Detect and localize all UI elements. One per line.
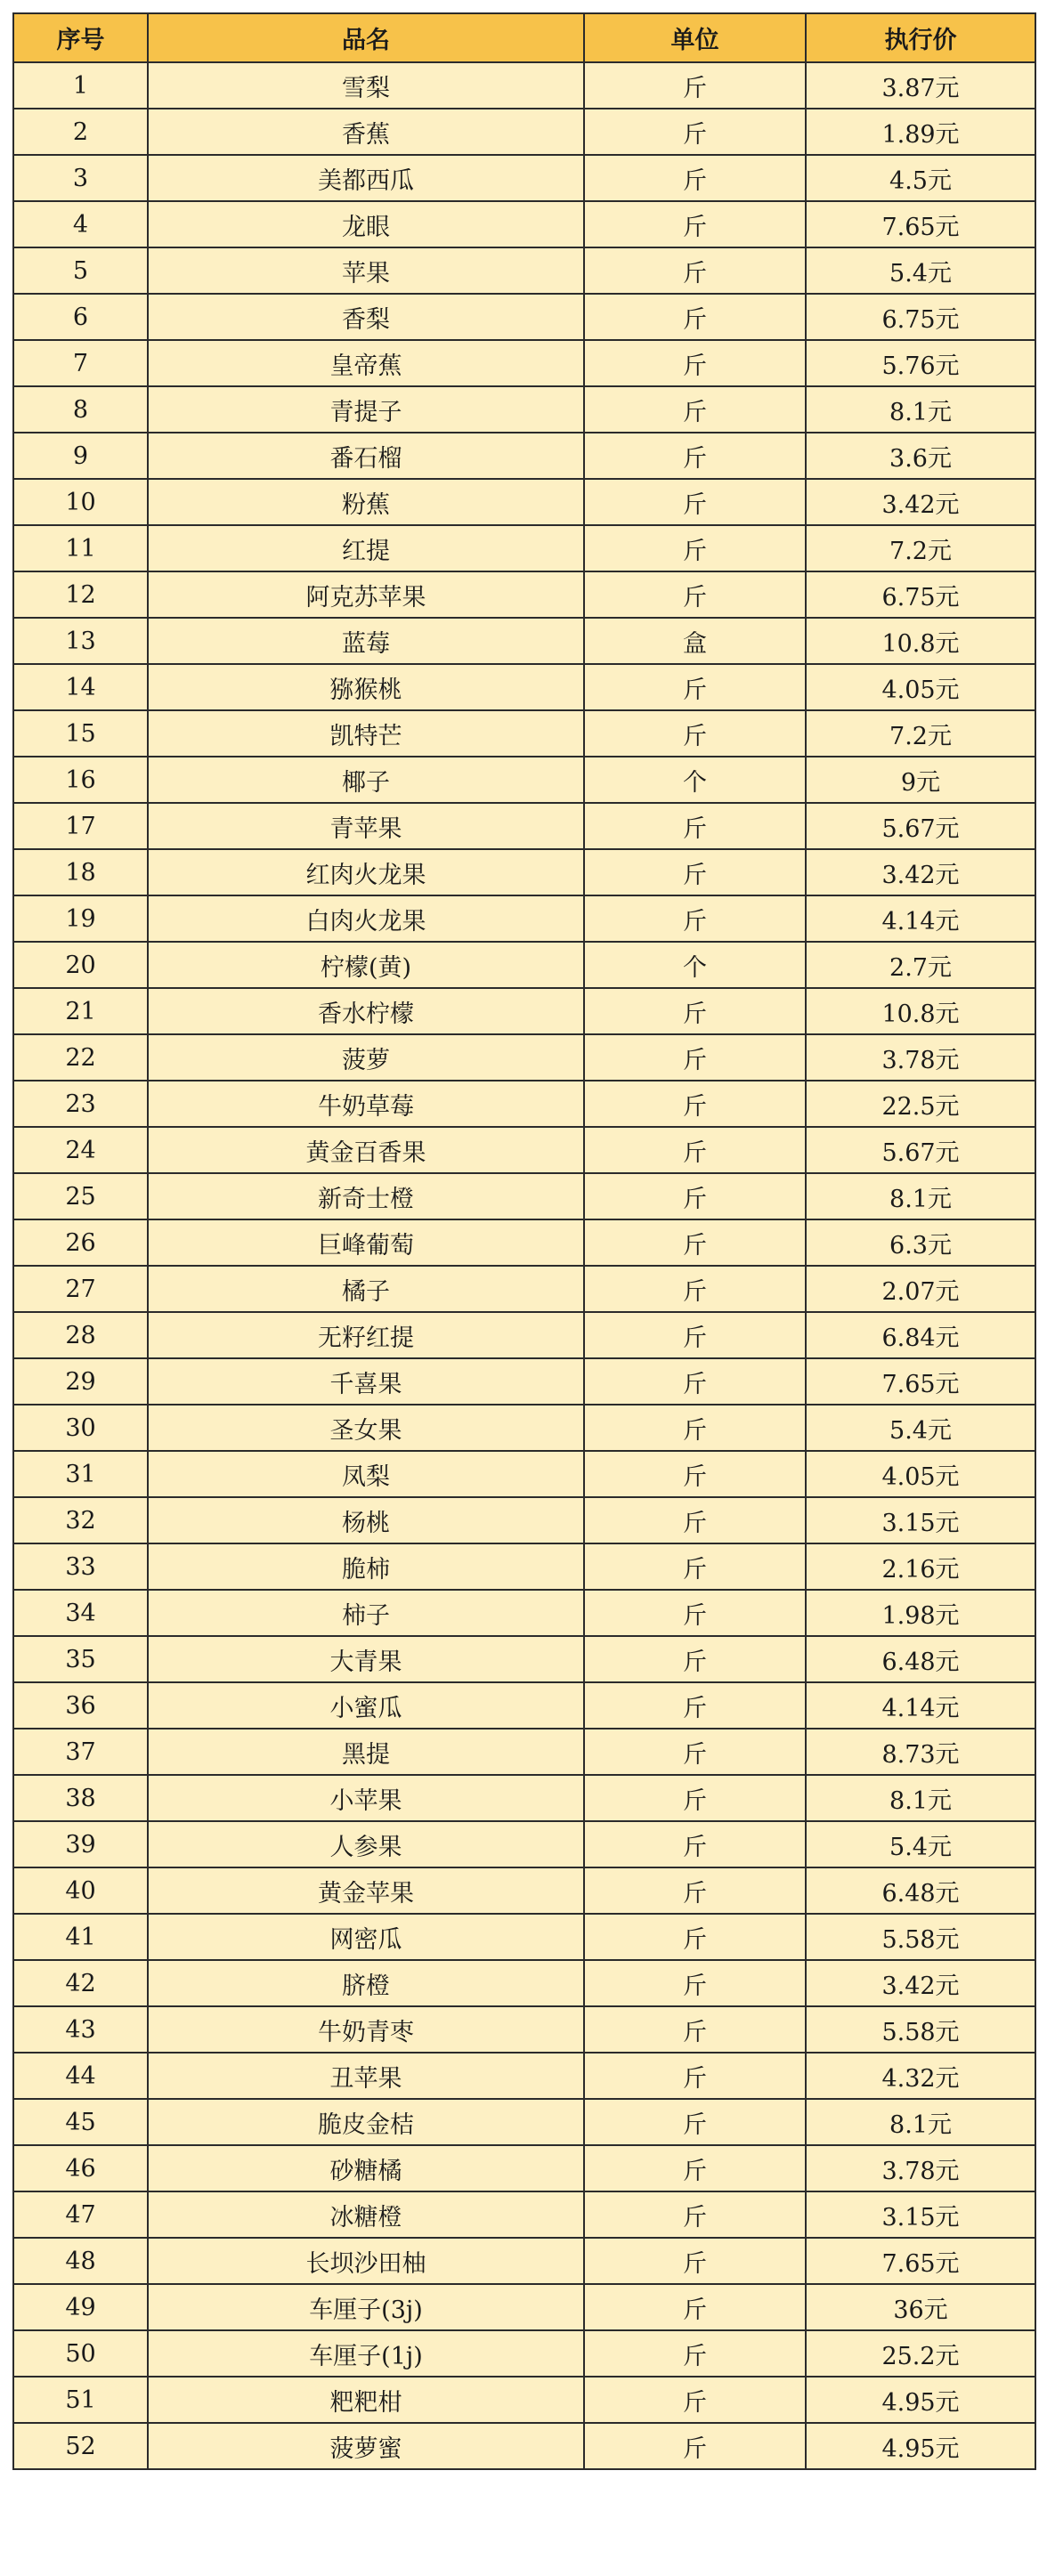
cell-unit: 斤	[584, 433, 806, 479]
cell-index: 6	[13, 294, 148, 340]
cell-product-name: 柿子	[148, 1590, 584, 1636]
table-row	[13, 849, 1035, 895]
table-row	[13, 2099, 1035, 2145]
header-row	[13, 13, 1035, 62]
cell-product-name: 橘子	[148, 1266, 584, 1312]
cell-index: 43	[13, 2006, 148, 2053]
cell-unit: 斤	[584, 2099, 806, 2145]
table-row	[13, 2053, 1035, 2099]
table-row	[13, 1127, 1035, 1173]
cell-index: 37	[13, 1729, 148, 1775]
table-row	[13, 1775, 1035, 1821]
cell-unit: 斤	[584, 2377, 806, 2423]
cell-index: 9	[13, 433, 148, 479]
cell-index: 38	[13, 1775, 148, 1821]
cell-price: 5.76元	[806, 340, 1035, 386]
cell-index: 13	[13, 618, 148, 664]
cell-product-name: 香梨	[148, 294, 584, 340]
cell-price: 1.89元	[806, 109, 1035, 155]
cell-index: 17	[13, 803, 148, 849]
cell-unit: 斤	[584, 1590, 806, 1636]
cell-price: 6.84元	[806, 1312, 1035, 1358]
table-row	[13, 1821, 1035, 1867]
cell-unit: 斤	[584, 1034, 806, 1081]
table-row	[13, 618, 1035, 664]
cell-price: 6.3元	[806, 1219, 1035, 1266]
cell-unit: 斤	[584, 1821, 806, 1867]
table-row	[13, 1358, 1035, 1405]
cell-unit: 斤	[584, 2053, 806, 2099]
cell-index: 33	[13, 1543, 148, 1590]
cell-unit: 斤	[584, 155, 806, 201]
cell-index: 51	[13, 2377, 148, 2423]
cell-index: 12	[13, 571, 148, 618]
cell-product-name: 网密瓜	[148, 1914, 584, 1960]
cell-index: 4	[13, 201, 148, 247]
cell-index: 48	[13, 2238, 148, 2284]
cell-price: 2.07元	[806, 1266, 1035, 1312]
cell-price: 3.78元	[806, 1034, 1035, 1081]
cell-index: 22	[13, 1034, 148, 1081]
table-body	[13, 62, 1035, 2469]
table-row	[13, 942, 1035, 988]
cell-price: 4.14元	[806, 1682, 1035, 1729]
cell-unit: 斤	[584, 525, 806, 571]
cell-price: 7.2元	[806, 710, 1035, 757]
cell-price: 6.75元	[806, 294, 1035, 340]
table-row	[13, 2423, 1035, 2469]
cell-index: 32	[13, 1497, 148, 1543]
cell-index: 23	[13, 1081, 148, 1127]
cell-unit: 斤	[584, 1497, 806, 1543]
cell-product-name: 黄金苹果	[148, 1867, 584, 1914]
table-row	[13, 2006, 1035, 2053]
cell-product-name: 车厘子(3j)	[148, 2284, 584, 2330]
cell-index: 11	[13, 525, 148, 571]
cell-product-name: 牛奶草莓	[148, 1081, 584, 1127]
cell-price: 8.1元	[806, 2099, 1035, 2145]
cell-unit: 个	[584, 757, 806, 803]
cell-unit: 斤	[584, 62, 806, 109]
cell-unit: 斤	[584, 1729, 806, 1775]
table-header	[13, 13, 1035, 62]
cell-product-name: 猕猴桃	[148, 664, 584, 710]
cell-price: 8.1元	[806, 386, 1035, 433]
cell-unit: 斤	[584, 1081, 806, 1127]
cell-price: 5.67元	[806, 803, 1035, 849]
cell-product-name: 牛奶青枣	[148, 2006, 584, 2053]
cell-product-name: 小蜜瓜	[148, 1682, 584, 1729]
cell-index: 5	[13, 247, 148, 294]
cell-price: 7.65元	[806, 201, 1035, 247]
cell-index: 49	[13, 2284, 148, 2330]
table-row	[13, 1682, 1035, 1729]
cell-product-name: 车厘子(1j)	[148, 2330, 584, 2377]
cell-unit: 斤	[584, 803, 806, 849]
cell-price: 5.58元	[806, 2006, 1035, 2053]
cell-price: 3.42元	[806, 479, 1035, 525]
cell-price: 8.1元	[806, 1173, 1035, 1219]
table-row	[13, 803, 1035, 849]
cell-product-name: 无籽红提	[148, 1312, 584, 1358]
cell-product-name: 菠萝	[148, 1034, 584, 1081]
cell-unit: 斤	[584, 1636, 806, 1682]
table-row	[13, 1497, 1035, 1543]
cell-unit: 斤	[584, 849, 806, 895]
cell-product-name: 红肉火龙果	[148, 849, 584, 895]
cell-product-name: 脆皮金桔	[148, 2099, 584, 2145]
cell-price: 8.1元	[806, 1775, 1035, 1821]
table-row	[13, 1636, 1035, 1682]
table-row	[13, 2145, 1035, 2191]
cell-unit: 个	[584, 942, 806, 988]
cell-price: 36元	[806, 2284, 1035, 2330]
cell-price: 8.73元	[806, 1729, 1035, 1775]
cell-unit: 斤	[584, 1405, 806, 1451]
cell-price: 4.05元	[806, 1451, 1035, 1497]
table-row	[13, 2330, 1035, 2377]
cell-unit: 斤	[584, 1266, 806, 1312]
cell-unit: 盒	[584, 618, 806, 664]
cell-price: 7.65元	[806, 2238, 1035, 2284]
cell-price: 5.4元	[806, 247, 1035, 294]
header-unit: 单位	[584, 13, 806, 62]
table-row	[13, 1034, 1035, 1081]
cell-index: 27	[13, 1266, 148, 1312]
table-row	[13, 2238, 1035, 2284]
cell-index: 3	[13, 155, 148, 201]
cell-product-name: 黑提	[148, 1729, 584, 1775]
cell-product-name: 雪梨	[148, 62, 584, 109]
cell-unit: 斤	[584, 1312, 806, 1358]
cell-product-name: 龙眼	[148, 201, 584, 247]
cell-product-name: 新奇士橙	[148, 1173, 584, 1219]
cell-index: 8	[13, 386, 148, 433]
cell-index: 30	[13, 1405, 148, 1451]
table-row	[13, 1312, 1035, 1358]
cell-unit: 斤	[584, 1127, 806, 1173]
cell-index: 10	[13, 479, 148, 525]
cell-product-name: 青苹果	[148, 803, 584, 849]
cell-index: 39	[13, 1821, 148, 1867]
cell-unit: 斤	[584, 247, 806, 294]
cell-price: 6.48元	[806, 1636, 1035, 1682]
cell-unit: 斤	[584, 664, 806, 710]
cell-product-name: 巨峰葡萄	[148, 1219, 584, 1266]
cell-unit: 斤	[584, 294, 806, 340]
table-row	[13, 386, 1035, 433]
table-row	[13, 2377, 1035, 2423]
cell-unit: 斤	[584, 1682, 806, 1729]
cell-price: 22.5元	[806, 1081, 1035, 1127]
table-row	[13, 433, 1035, 479]
table-row	[13, 2191, 1035, 2238]
cell-product-name: 杨桃	[148, 1497, 584, 1543]
cell-price: 4.14元	[806, 895, 1035, 942]
cell-index: 40	[13, 1867, 148, 1914]
cell-price: 3.87元	[806, 62, 1035, 109]
cell-unit: 斤	[584, 2238, 806, 2284]
table-row	[13, 340, 1035, 386]
cell-index: 42	[13, 1960, 148, 2006]
table-row	[13, 479, 1035, 525]
cell-index: 29	[13, 1358, 148, 1405]
cell-unit: 斤	[584, 1451, 806, 1497]
table-row	[13, 1914, 1035, 1960]
cell-unit: 斤	[584, 1219, 806, 1266]
cell-index: 19	[13, 895, 148, 942]
cell-price: 5.4元	[806, 1821, 1035, 1867]
cell-index: 31	[13, 1451, 148, 1497]
cell-price: 3.15元	[806, 2191, 1035, 2238]
cell-unit: 斤	[584, 479, 806, 525]
cell-index: 34	[13, 1590, 148, 1636]
cell-product-name: 苹果	[148, 247, 584, 294]
table-row	[13, 1405, 1035, 1451]
cell-product-name: 冰糖橙	[148, 2191, 584, 2238]
cell-price: 10.8元	[806, 618, 1035, 664]
table-row	[13, 155, 1035, 201]
cell-index: 24	[13, 1127, 148, 1173]
cell-product-name: 番石榴	[148, 433, 584, 479]
cell-product-name: 砂糖橘	[148, 2145, 584, 2191]
cell-price: 5.67元	[806, 1127, 1035, 1173]
cell-index: 35	[13, 1636, 148, 1682]
cell-price: 4.5元	[806, 155, 1035, 201]
cell-index: 47	[13, 2191, 148, 2238]
cell-index: 15	[13, 710, 148, 757]
table-row	[13, 1219, 1035, 1266]
cell-price: 10.8元	[806, 988, 1035, 1034]
cell-unit: 斤	[584, 340, 806, 386]
cell-product-name: 千喜果	[148, 1358, 584, 1405]
table-row	[13, 201, 1035, 247]
cell-product-name: 圣女果	[148, 1405, 584, 1451]
price-table-container	[12, 12, 1035, 2470]
cell-product-name: 香水柠檬	[148, 988, 584, 1034]
cell-price: 3.42元	[806, 849, 1035, 895]
table-row	[13, 1867, 1035, 1914]
cell-index: 44	[13, 2053, 148, 2099]
cell-price: 5.4元	[806, 1405, 1035, 1451]
cell-index: 21	[13, 988, 148, 1034]
cell-price: 4.95元	[806, 2377, 1035, 2423]
cell-unit: 斤	[584, 109, 806, 155]
price-table	[12, 12, 1036, 2470]
cell-price: 6.75元	[806, 571, 1035, 618]
table-row	[13, 525, 1035, 571]
cell-product-name: 椰子	[148, 757, 584, 803]
cell-price: 25.2元	[806, 2330, 1035, 2377]
cell-product-name: 丑苹果	[148, 2053, 584, 2099]
cell-product-name: 菠萝蜜	[148, 2423, 584, 2469]
cell-product-name: 皇帝蕉	[148, 340, 584, 386]
cell-product-name: 粉蕉	[148, 479, 584, 525]
cell-product-name: 阿克苏苹果	[148, 571, 584, 618]
cell-index: 45	[13, 2099, 148, 2145]
cell-index: 50	[13, 2330, 148, 2377]
cell-unit: 斤	[584, 1867, 806, 1914]
cell-unit: 斤	[584, 386, 806, 433]
cell-price: 6.48元	[806, 1867, 1035, 1914]
cell-unit: 斤	[584, 710, 806, 757]
table-row	[13, 62, 1035, 109]
cell-product-name: 青提子	[148, 386, 584, 433]
cell-unit: 斤	[584, 1914, 806, 1960]
cell-unit: 斤	[584, 2006, 806, 2053]
cell-price: 1.98元	[806, 1590, 1035, 1636]
cell-product-name: 美都西瓜	[148, 155, 584, 201]
table-row	[13, 1729, 1035, 1775]
header-price: 执行价	[806, 13, 1035, 62]
table-row	[13, 664, 1035, 710]
cell-product-name: 大青果	[148, 1636, 584, 1682]
cell-index: 20	[13, 942, 148, 988]
cell-product-name: 脆柿	[148, 1543, 584, 1590]
cell-price: 3.42元	[806, 1960, 1035, 2006]
cell-index: 26	[13, 1219, 148, 1266]
cell-product-name: 白肉火龙果	[148, 895, 584, 942]
cell-unit: 斤	[584, 2284, 806, 2330]
cell-index: 41	[13, 1914, 148, 1960]
cell-product-name: 小苹果	[148, 1775, 584, 1821]
cell-price: 4.95元	[806, 2423, 1035, 2469]
table-row	[13, 1543, 1035, 1590]
cell-index: 46	[13, 2145, 148, 2191]
table-row	[13, 1173, 1035, 1219]
cell-unit: 斤	[584, 1960, 806, 2006]
cell-product-name: 香蕉	[148, 109, 584, 155]
cell-unit: 斤	[584, 1173, 806, 1219]
cell-index: 36	[13, 1682, 148, 1729]
table-row	[13, 571, 1035, 618]
table-row	[13, 895, 1035, 942]
cell-index: 14	[13, 664, 148, 710]
table-row	[13, 1451, 1035, 1497]
cell-unit: 斤	[584, 895, 806, 942]
cell-index: 7	[13, 340, 148, 386]
cell-product-name: 蓝莓	[148, 618, 584, 664]
cell-price: 3.15元	[806, 1497, 1035, 1543]
table-row	[13, 1266, 1035, 1312]
cell-price: 7.2元	[806, 525, 1035, 571]
table-row	[13, 710, 1035, 757]
cell-product-name: 柠檬(黄)	[148, 942, 584, 988]
table-row	[13, 757, 1035, 803]
cell-index: 52	[13, 2423, 148, 2469]
cell-product-name: 凤梨	[148, 1451, 584, 1497]
cell-unit: 斤	[584, 2191, 806, 2238]
header-product-name: 品名	[148, 13, 584, 62]
cell-price: 4.05元	[806, 664, 1035, 710]
cell-unit: 斤	[584, 571, 806, 618]
cell-unit: 斤	[584, 988, 806, 1034]
cell-index: 16	[13, 757, 148, 803]
cell-price: 7.65元	[806, 1358, 1035, 1405]
cell-product-name: 黄金百香果	[148, 1127, 584, 1173]
cell-unit: 斤	[584, 2330, 806, 2377]
cell-unit: 斤	[584, 1358, 806, 1405]
cell-price: 2.16元	[806, 1543, 1035, 1590]
cell-price: 3.78元	[806, 2145, 1035, 2191]
cell-unit: 斤	[584, 2423, 806, 2469]
cell-price: 9元	[806, 757, 1035, 803]
cell-index: 28	[13, 1312, 148, 1358]
cell-index: 2	[13, 109, 148, 155]
table-row	[13, 1960, 1035, 2006]
cell-price: 4.32元	[806, 2053, 1035, 2099]
cell-product-name: 脐橙	[148, 1960, 584, 2006]
cell-unit: 斤	[584, 2145, 806, 2191]
cell-price: 3.6元	[806, 433, 1035, 479]
cell-index: 18	[13, 849, 148, 895]
cell-index: 1	[13, 62, 148, 109]
cell-unit: 斤	[584, 1543, 806, 1590]
cell-unit: 斤	[584, 201, 806, 247]
cell-product-name: 红提	[148, 525, 584, 571]
table-row	[13, 1081, 1035, 1127]
header-index: 序号	[13, 13, 148, 62]
table-row	[13, 247, 1035, 294]
table-row	[13, 2284, 1035, 2330]
table-row	[13, 1590, 1035, 1636]
cell-product-name: 长坝沙田柚	[148, 2238, 584, 2284]
table-row	[13, 988, 1035, 1034]
table-row	[13, 109, 1035, 155]
cell-product-name: 粑粑柑	[148, 2377, 584, 2423]
cell-price: 5.58元	[806, 1914, 1035, 1960]
cell-product-name: 人参果	[148, 1821, 584, 1867]
cell-unit: 斤	[584, 1775, 806, 1821]
cell-price: 2.7元	[806, 942, 1035, 988]
table-row	[13, 294, 1035, 340]
cell-product-name: 凯特芒	[148, 710, 584, 757]
cell-index: 25	[13, 1173, 148, 1219]
